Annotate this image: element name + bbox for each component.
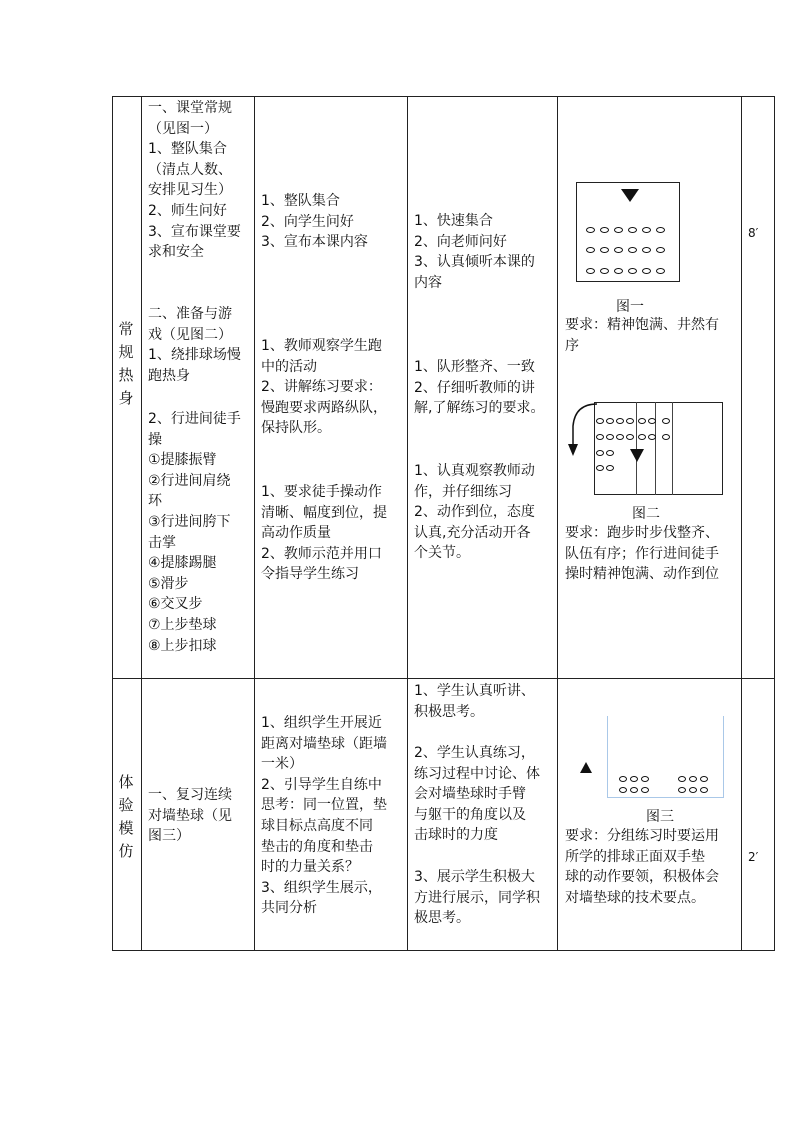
- student-oval: [641, 776, 649, 782]
- section-char: 体: [118, 773, 134, 791]
- student-oval: [630, 787, 638, 793]
- student-oval: [596, 450, 604, 456]
- col-divider-2: [254, 96, 255, 951]
- court-line: [672, 402, 673, 495]
- table-border-right: [774, 96, 775, 951]
- text-line: 球目标点高度不同: [261, 817, 373, 834]
- student-oval: [606, 418, 614, 424]
- student-wall-part2: [414, 743, 556, 846]
- text-line: 操: [148, 431, 162, 448]
- text-line: 要求：精神饱满、井然有: [565, 317, 719, 333]
- text-line: 求和安全: [148, 244, 204, 261]
- court-line: [655, 402, 656, 495]
- table-border-top: [112, 96, 775, 97]
- text-line: ①提膝振臂: [148, 452, 217, 469]
- text-line: 时的力量关系？: [261, 859, 359, 876]
- student-oval: [662, 418, 670, 424]
- text-line: 距离对墙垫球（距墙: [261, 735, 387, 752]
- text-line: 认真,充分活动开各: [414, 524, 531, 541]
- text-line: ⑤滑步: [148, 575, 189, 592]
- text-line: 1、认真观察教师动: [414, 463, 535, 479]
- text-line: ⑦上步垫球: [148, 616, 217, 633]
- text-line: 2、仔细听教师的讲: [414, 379, 535, 396]
- section-char: 常: [118, 320, 134, 338]
- text-line: 2、引导学生自练中: [261, 776, 382, 793]
- text-line: 对墙垫球（见: [148, 807, 232, 824]
- student-oval: [606, 450, 614, 456]
- text-line: 1、要求徒手操动作: [261, 484, 382, 500]
- student-oval: [600, 268, 609, 274]
- student-oval: [586, 247, 595, 253]
- text-line: 击掌: [148, 534, 176, 551]
- text-line: ⑧上步扣球: [148, 637, 217, 654]
- student-oval: [642, 268, 651, 274]
- text-line: ⑥交叉步: [148, 596, 203, 613]
- section-char: 仿: [118, 842, 134, 860]
- student-oval: [614, 268, 623, 274]
- text-line: 对墙垫球的技术要点。: [565, 889, 705, 906]
- student-oval: [700, 776, 708, 782]
- student-oval: [656, 247, 665, 253]
- text-line: 1、队形整齐、一致: [414, 359, 535, 375]
- student-part1: [414, 211, 556, 293]
- text-line: 极思考。: [414, 910, 470, 927]
- text-line: 3、宣布本课内容: [261, 234, 368, 251]
- student-oval: [689, 787, 697, 793]
- text-line: 保持队形。: [261, 420, 331, 437]
- col-divider-3: [407, 96, 408, 951]
- student-oval: [678, 776, 686, 782]
- text-line: 2、动作到位，态度: [414, 504, 535, 521]
- text-line: 2、向学生问好: [261, 213, 354, 230]
- col-divider-5: [741, 96, 742, 951]
- student-oval: [614, 247, 623, 253]
- text-line: 环: [148, 493, 162, 510]
- fig3-requirement: [565, 826, 741, 908]
- student-oval: [596, 465, 604, 471]
- text-line: ④提膝踢腿: [148, 555, 217, 572]
- text-line: 3、展示学生积极大: [414, 869, 535, 885]
- content-part2: [148, 304, 252, 386]
- text-line: 积极思考。: [414, 703, 484, 720]
- student-oval: [586, 227, 595, 233]
- text-line: 2、教师示范并用口: [261, 545, 382, 562]
- student-oval: [606, 434, 614, 440]
- fig1-requirement: [565, 315, 741, 356]
- text-line: 3、认真倾听本课的: [414, 254, 535, 271]
- text-line: 1、教师观察学生跑: [261, 338, 382, 354]
- student-oval: [628, 227, 637, 233]
- text-line: 作，并仔细练习: [414, 483, 512, 500]
- teacher-wall-pass: [261, 713, 405, 919]
- col-divider-4: [557, 96, 558, 951]
- section-char: 模: [118, 819, 134, 837]
- student-oval: [616, 418, 624, 424]
- text-line: 一、复习连续: [148, 787, 232, 803]
- student-oval: [606, 465, 614, 471]
- duration-warmup: 8′: [748, 226, 759, 240]
- text-line: 要求：跑步时步伐整齐、: [565, 525, 719, 541]
- text-line: 一、课堂常规: [148, 100, 232, 116]
- text-line: 要求：分组练习时要运用: [565, 828, 719, 844]
- section-label-warmup: [116, 318, 136, 410]
- section-label-experience: [116, 771, 136, 863]
- content-part3: [148, 409, 252, 656]
- student-oval: [626, 434, 634, 440]
- student-oval: [656, 268, 665, 274]
- text-line: 1、快速集合: [414, 213, 493, 229]
- fig2-requirement: [565, 523, 741, 585]
- text-line: 方进行展示，同学积: [414, 889, 540, 906]
- text-line: 1、绕排球场慢: [148, 347, 241, 364]
- teacher-triangle-icon: [630, 449, 644, 463]
- text-line: 2、师生问好: [148, 202, 227, 219]
- text-line: （见图一）: [148, 120, 218, 137]
- content-part1: [148, 98, 252, 263]
- fig3-caption: 图三: [646, 809, 674, 825]
- student-oval: [662, 434, 670, 440]
- text-line: 会对墙垫球时手臂: [414, 786, 526, 803]
- run-direction-arrow-icon: [567, 400, 601, 458]
- student-oval: [630, 776, 638, 782]
- text-line: 操时精神饱满、动作到位: [565, 566, 719, 583]
- student-oval: [678, 787, 686, 793]
- section-char: 热: [118, 366, 134, 384]
- text-line: 所学的排球正面双手垫: [565, 848, 705, 865]
- text-line: 3、组织学生展示，: [261, 879, 382, 896]
- text-line: 图三）: [148, 828, 190, 845]
- text-line: 垫击的角度和垫击: [261, 838, 373, 855]
- text-line: 一米）: [261, 756, 303, 773]
- text-line: 慢跑要求两路纵队，: [261, 399, 387, 416]
- section-char: 验: [118, 796, 134, 814]
- text-line: 队伍有序；作行进间徒手: [565, 545, 719, 562]
- text-line: 高动作质量: [261, 525, 331, 542]
- student-oval: [648, 418, 656, 424]
- text-line: 2、行进间徒手: [148, 411, 241, 427]
- text-line: 2、学生认真练习，: [414, 745, 535, 761]
- teacher-part3: [261, 482, 405, 585]
- teacher-part1: [261, 191, 405, 253]
- student-oval: [642, 247, 651, 253]
- student-oval: [614, 227, 623, 233]
- student-part3: [414, 461, 556, 564]
- student-oval: [638, 418, 646, 424]
- text-line: 戏（见图二）: [148, 326, 232, 343]
- text-line: 击球时的力度: [414, 827, 498, 844]
- student-wall-part1: [414, 681, 556, 722]
- text-line: 二、准备与游: [148, 306, 232, 322]
- text-line: 1、组织学生开展近: [261, 715, 382, 731]
- student-oval: [600, 247, 609, 253]
- text-line: 序: [565, 337, 579, 354]
- text-line: （清点人数、: [148, 161, 232, 178]
- student-oval: [619, 787, 627, 793]
- student-oval: [648, 434, 656, 440]
- student-oval: [600, 227, 609, 233]
- text-line: 安排见习生）: [148, 182, 232, 199]
- fig1-caption: 图一: [616, 299, 644, 315]
- text-line: 共同分析: [261, 900, 317, 917]
- teacher-triangle-icon: [580, 762, 592, 773]
- text-line: ②行进间肩绕: [148, 472, 231, 489]
- text-line: 解,了解练习的要求。: [414, 400, 545, 417]
- student-oval: [628, 268, 637, 274]
- student-part2: [414, 357, 556, 419]
- text-line: 2、向老师问好: [414, 233, 507, 250]
- student-oval: [586, 268, 595, 274]
- student-oval: [642, 227, 651, 233]
- teacher-triangle-icon: [621, 189, 639, 203]
- section-char: 身: [118, 389, 134, 407]
- student-oval: [628, 247, 637, 253]
- text-line: 2、讲解练习要求：: [261, 379, 382, 396]
- section-char: 规: [118, 343, 134, 361]
- fig3-wall: [607, 716, 724, 798]
- duration-experience: 2′: [748, 850, 759, 864]
- student-oval: [638, 434, 646, 440]
- text-line: 清晰、幅度到位，提: [261, 504, 387, 521]
- text-line: 练习过程中讨论、体: [414, 765, 540, 782]
- content-wall-pass: [148, 785, 252, 847]
- text-line: 跑热身: [148, 367, 190, 384]
- text-line: 个关节。: [414, 545, 470, 562]
- text-line: 令指导学生练习: [261, 566, 359, 583]
- student-wall-part3: [414, 867, 556, 929]
- student-oval: [596, 434, 604, 440]
- text-line: 1、学生认真听讲、: [414, 683, 535, 699]
- student-oval: [700, 787, 708, 793]
- text-line: 1、整队集合: [148, 141, 227, 158]
- fig2-court: [594, 402, 723, 495]
- text-line: 中的活动: [261, 358, 317, 375]
- text-line: ③行进间胯下: [148, 513, 231, 530]
- student-oval: [596, 418, 604, 424]
- student-oval: [626, 418, 634, 424]
- student-oval: [656, 227, 665, 233]
- table-border-left: [112, 96, 113, 951]
- text-line: 3、宣布课堂要: [148, 223, 241, 240]
- table-border-bottom: [112, 950, 775, 951]
- text-line: 思考：同一位置，垫: [261, 797, 387, 814]
- text-line: 1、整队集合: [261, 193, 340, 209]
- student-oval: [616, 434, 624, 440]
- teacher-part2: [261, 336, 405, 439]
- col-divider-1: [141, 96, 142, 951]
- row-divider: [112, 678, 775, 679]
- text-line: 与躯干的角度以及: [414, 806, 526, 823]
- text-line: 内容: [414, 274, 442, 291]
- text-line: 球的动作要领，积极体会: [565, 869, 719, 886]
- student-oval: [689, 776, 697, 782]
- fig2-caption: 图二: [632, 506, 660, 522]
- student-oval: [619, 776, 627, 782]
- student-oval: [641, 787, 649, 793]
